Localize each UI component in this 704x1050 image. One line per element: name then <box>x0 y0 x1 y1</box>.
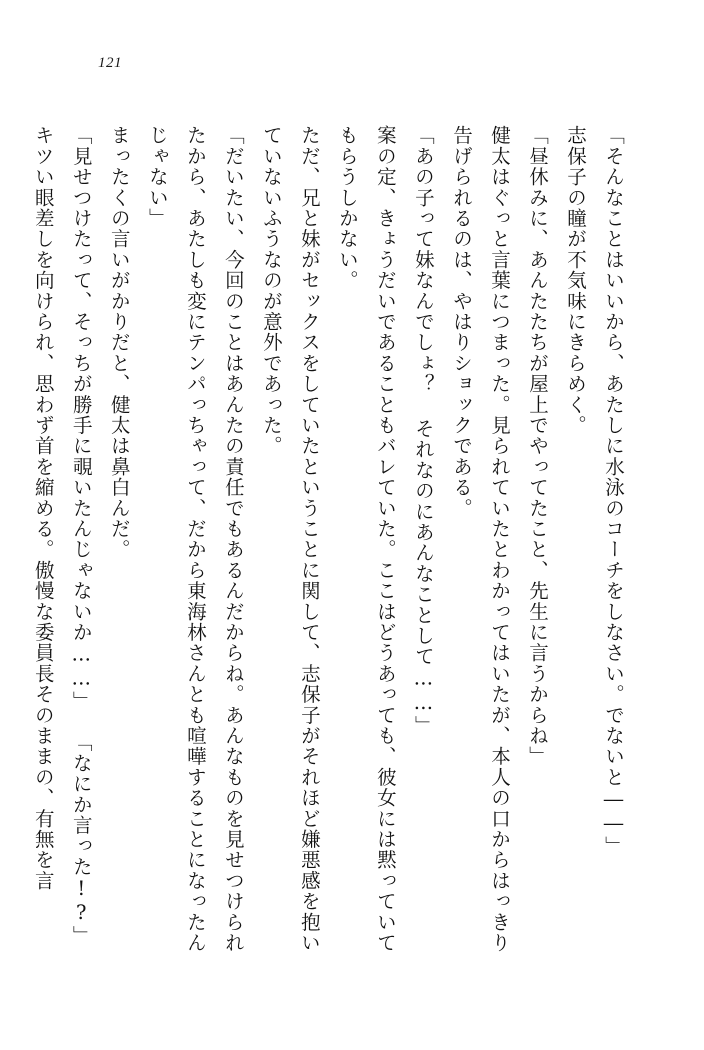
paragraph: まったくの言いがかりだと、健太は鼻白んだ。 <box>107 125 131 560</box>
page-number: 121 <box>98 55 122 71</box>
paragraph: 健太はぐっと言葉につまった。見られていたとわかってはいたが、本人の口からはっきり告げられるのは、やはりショックである。 <box>449 125 511 953</box>
paragraph: 「だいたい、今回のことはあんたの責任でもあるんだからね。あんなものを見せつけられたから、あたしも変にテンパっちゃって、だから東海林さんとも喧嘩することになったんじゃない」 <box>145 125 245 953</box>
paragraph: 志保子の瞳が不気味にきらめく。 <box>563 125 587 436</box>
paragraph: 案の定、きょうだいであることもバレていた。ここはどうあっても、彼女には黙っていてもらうしかない。 <box>335 125 397 953</box>
paragraph: 「昼休みに、あんたたちが屋上でやってたこと、先生に言うからね」 <box>525 125 549 767</box>
paragraph: 「そんなことはいいから、あたしに水泳のコーチをしなさい。でないと――」 <box>602 125 625 857</box>
paragraph: 「見せつけたって、そっちが勝手に覗いたんじゃないか……」 <box>69 125 93 712</box>
page-text-body <box>31 105 632 965</box>
paragraph: 「なにか言った!?」 <box>69 731 93 946</box>
paragraph: キツい眼差しを向けられ、思わず首を縮める。傲慢な委員長そのままの、有無を言 <box>31 125 55 891</box>
paragraph: 「あの子って妹なんでしょ？ それなのにあんなことして……」 <box>411 125 435 736</box>
paragraph: ただ、兄と妹がセックスをしていたということに関して、志保子がそれほど嫌悪感を抱いていないふうなのが意外であった。 <box>259 125 321 953</box>
